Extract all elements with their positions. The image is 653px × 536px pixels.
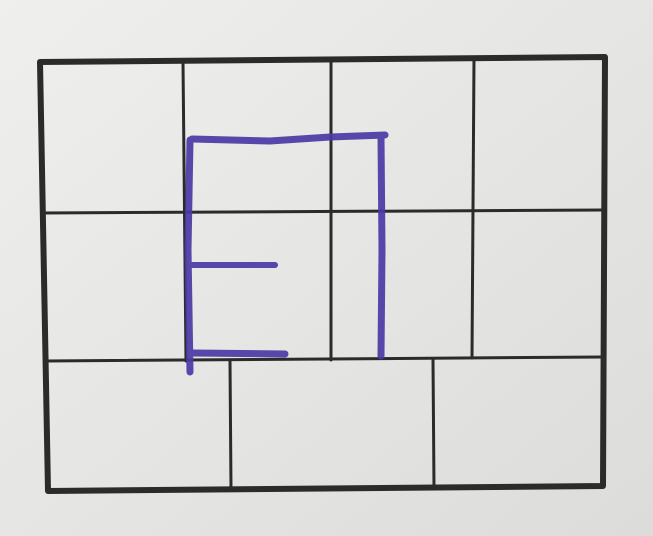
marker-right-stroke: [381, 137, 382, 356]
grid-line-vertical-3: [472, 59, 474, 358]
grid-line-vertical-5: [433, 360, 434, 487]
grid-line-vertical-4: [230, 361, 231, 489]
marker-left-stroke: [188, 140, 190, 372]
marker-bottom-stroke: [192, 353, 285, 354]
